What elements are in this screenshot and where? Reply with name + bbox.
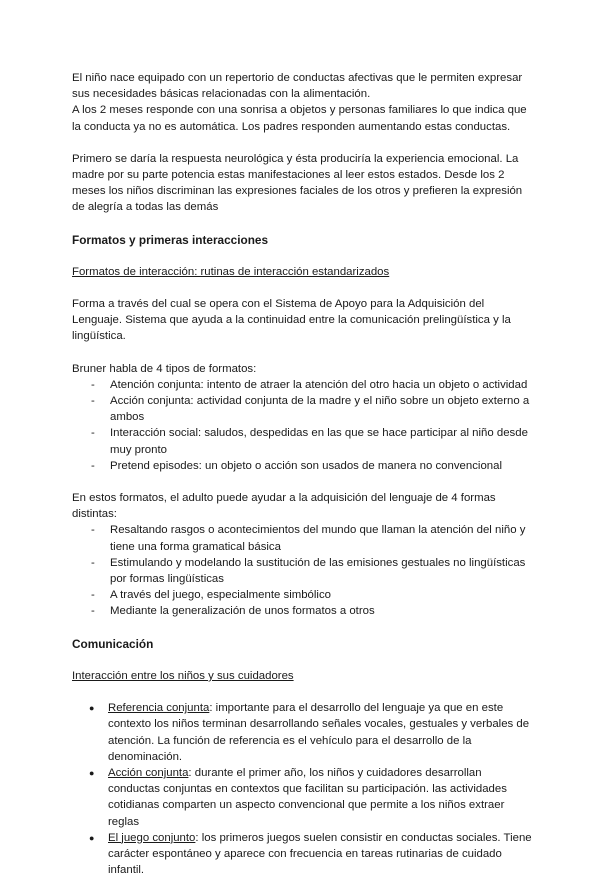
comunicacion-list (72, 700, 534, 878)
term-juego-conjunto: El juego conjunto (108, 831, 196, 844)
item-text: importante para el desarrollo del lenguaje ya que en este contexto los niños terminan desarrollando señales vocales, gestuales y verbales de atención. La función de referencia es el vehículo para el desarrollo de la denominación. (108, 702, 530, 763)
item-text: los primeros juegos suelen consistir en conductas sociales. Tiene carácter espontáneo y aparece con frecuencia en tareas rutinarias de cuidado infantil. (108, 831, 532, 877)
section-heading-formatos: Formatos y primeras interacciones (72, 232, 269, 247)
subheading-formatos-interaccion: Formatos de interacción: rutinas de interacción estandarizados (72, 265, 390, 278)
list-item: - Interacción social: saludos, despedidas en las que se hace participar al niño desde muy pronto (110, 425, 534, 457)
list-item: - Atención conjunta: intento de atraer la atención del otro hacia un objeto o actividad (110, 377, 534, 393)
list-item: - A través del juego, especialmente simbólico (110, 587, 534, 603)
formatos-formas-list (72, 522, 534, 619)
item-text: durante el primer año, los niños y cuidadores desarrollan conductas conjuntas en contextos que facilitan su participación. las actividades cotidianas comparten un aspecto convencional que permite a los niños extraer reglas (108, 766, 507, 828)
list-item: - Pretend episodes: un objeto o acción son usados de manera no convencional (110, 458, 534, 474)
term-separator: : (195, 831, 199, 844)
bruner-intro: Bruner habla de 4 tipos de formatos: (72, 362, 257, 375)
formatos-tipos-list (72, 377, 534, 474)
intro-paragraph-2: A los 2 meses responde con una sonrisa a objetos y personas familiares lo que indica que la conducta ya no es automática. Los padres responden aumentando estas conductas. (72, 104, 527, 133)
formatos-paragraph: Forma a través del cual se opera con el Sistema de Apoyo para la Adquisición del Lenguaje. Sistema que ayuda a la continuidad entre la comunicación prelingüística y la lingüística. (72, 298, 511, 343)
term-accion-conjunta: Acción conjunta (108, 766, 189, 779)
section-heading-comunicacion: Comunicación (72, 636, 154, 651)
list-item: - Resaltando rasgos o acontecimientos del mundo que llaman la atención del niño y tiene una forma gramatical básica (110, 522, 534, 554)
adulto-intro: En estos formatos, el adulto puede ayudar a la adquisición del lenguaje de 4 formas distintas: (72, 492, 496, 521)
intro-paragraph-1: El niño nace equipado con un repertorio de conductas afectivas que le permiten expresar sus necesidades básicas relacionadas con la alimentación. (72, 72, 523, 101)
term-separator: : (188, 766, 192, 779)
list-item: - Mediante la generalización de unos formatos a otros (110, 603, 534, 619)
subheading-interaccion-cuidadores: Interacción entre los niños y sus cuidadores (72, 669, 294, 682)
list-item-accion-conjunta (108, 765, 534, 830)
term-referencia-conjunta: Referencia conjunta (108, 702, 210, 715)
document-page (72, 70, 534, 878)
term-separator: : (209, 702, 213, 715)
list-item-juego-conjunto (108, 830, 534, 878)
list-item: - Acción conjunta: actividad conjunta de la madre y el niño sobre un objeto externo a ambos (110, 393, 534, 425)
list-item: - Estimulando y modelando la sustitución de las emisiones gestuales no lingüísticas por formas lingüísticas (110, 555, 534, 587)
list-item-referencia-conjunta (108, 700, 534, 765)
intro-paragraph-3: Primero se daría la respuesta neurológica y ésta produciría la experiencia emocional. La madre por su parte potencia estas manifestaciones al leer estos estados. Desde los 2 meses los niños discriminan las expresiones faciales de los otros y prefieren la expresión de alegría a todas las demás (72, 152, 523, 214)
